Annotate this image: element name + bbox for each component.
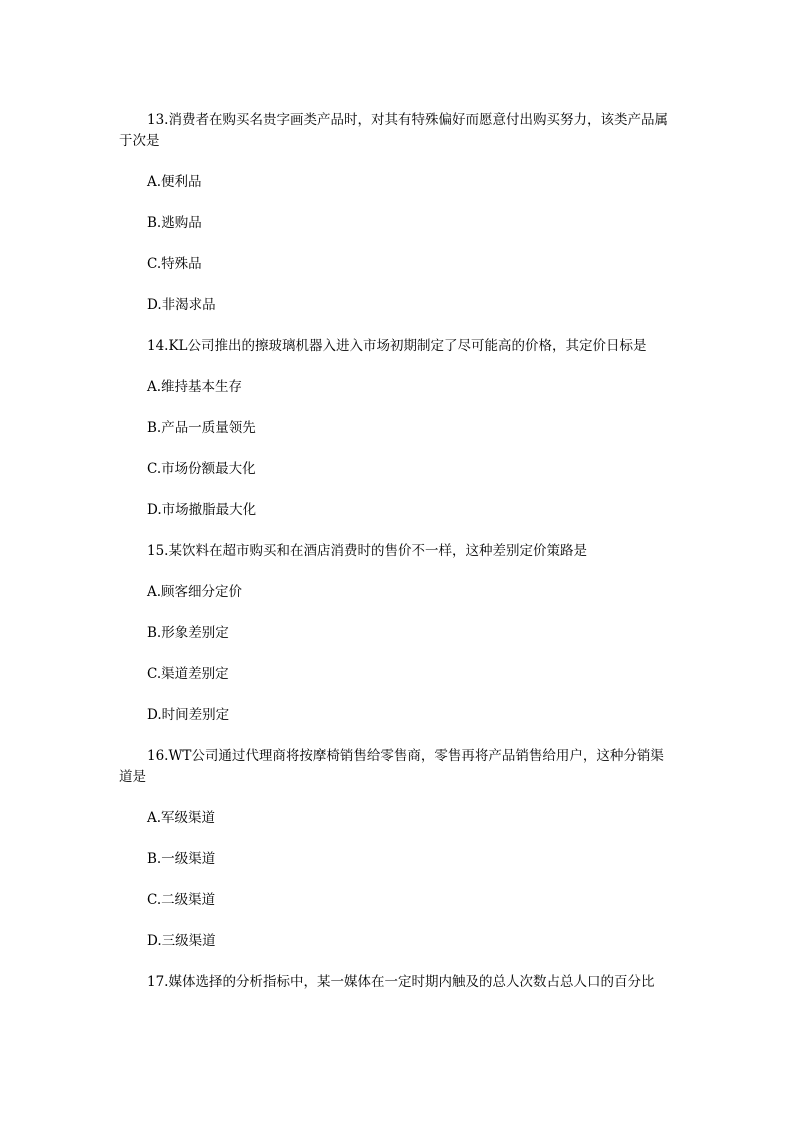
option-c: C.二级渠道 bbox=[147, 892, 216, 908]
option-c: C.市场份额最大化 bbox=[147, 461, 256, 477]
document-page bbox=[119, 110, 679, 993]
question-text-continued: 道是 bbox=[119, 769, 146, 785]
question-text: 15.某饮料在超市购买和在酒店消费时的售价不一样，这种差别定价策路是 bbox=[147, 543, 587, 559]
question-text: 14.KL公司推出的擦玻璃机器入进入市场初期制定了尽可能高的价格，其定价日标是 bbox=[147, 338, 647, 354]
option-d: D.非渴求品 bbox=[147, 297, 216, 313]
question-text: 13.消费者在购买名贵字画类产品时，对其有特殊偏好而愿意付出购买努力，该类产品属 bbox=[147, 112, 668, 128]
question-13 bbox=[119, 110, 679, 336]
option-a: A.军级渠道 bbox=[147, 810, 216, 826]
question-16 bbox=[119, 746, 679, 972]
option-c: C.特殊品 bbox=[147, 256, 202, 272]
option-a: A.便利品 bbox=[147, 174, 202, 190]
option-d: D.三级渠道 bbox=[147, 933, 216, 949]
option-b: B.一级渠道 bbox=[147, 851, 216, 867]
option-a: A.顾客细分定价 bbox=[147, 584, 243, 600]
option-b: B.逃购品 bbox=[147, 215, 202, 231]
option-c: C.渠道差别定 bbox=[147, 666, 229, 682]
question-text-continued: 于次是 bbox=[119, 133, 160, 149]
option-b: B.形象差别定 bbox=[147, 625, 229, 641]
option-d: D.市场撤脂最大化 bbox=[147, 502, 257, 518]
question-text: 16.WT公司通过代理商将按摩椅销售给零售商，零售再将产品销售给用户，这种分销渠 bbox=[147, 748, 664, 764]
option-d: D.时间差别定 bbox=[147, 707, 230, 723]
option-a: A.维持基本生存 bbox=[147, 379, 243, 395]
option-b: B.产品一质量领先 bbox=[147, 420, 256, 436]
question-14 bbox=[119, 336, 679, 541]
question-15 bbox=[119, 541, 679, 746]
question-17 bbox=[119, 972, 679, 993]
question-text: 17.媒体选择的分析指标中，某一媒体在一定时期内触及的总人次数占总人口的百分比 bbox=[147, 974, 655, 990]
